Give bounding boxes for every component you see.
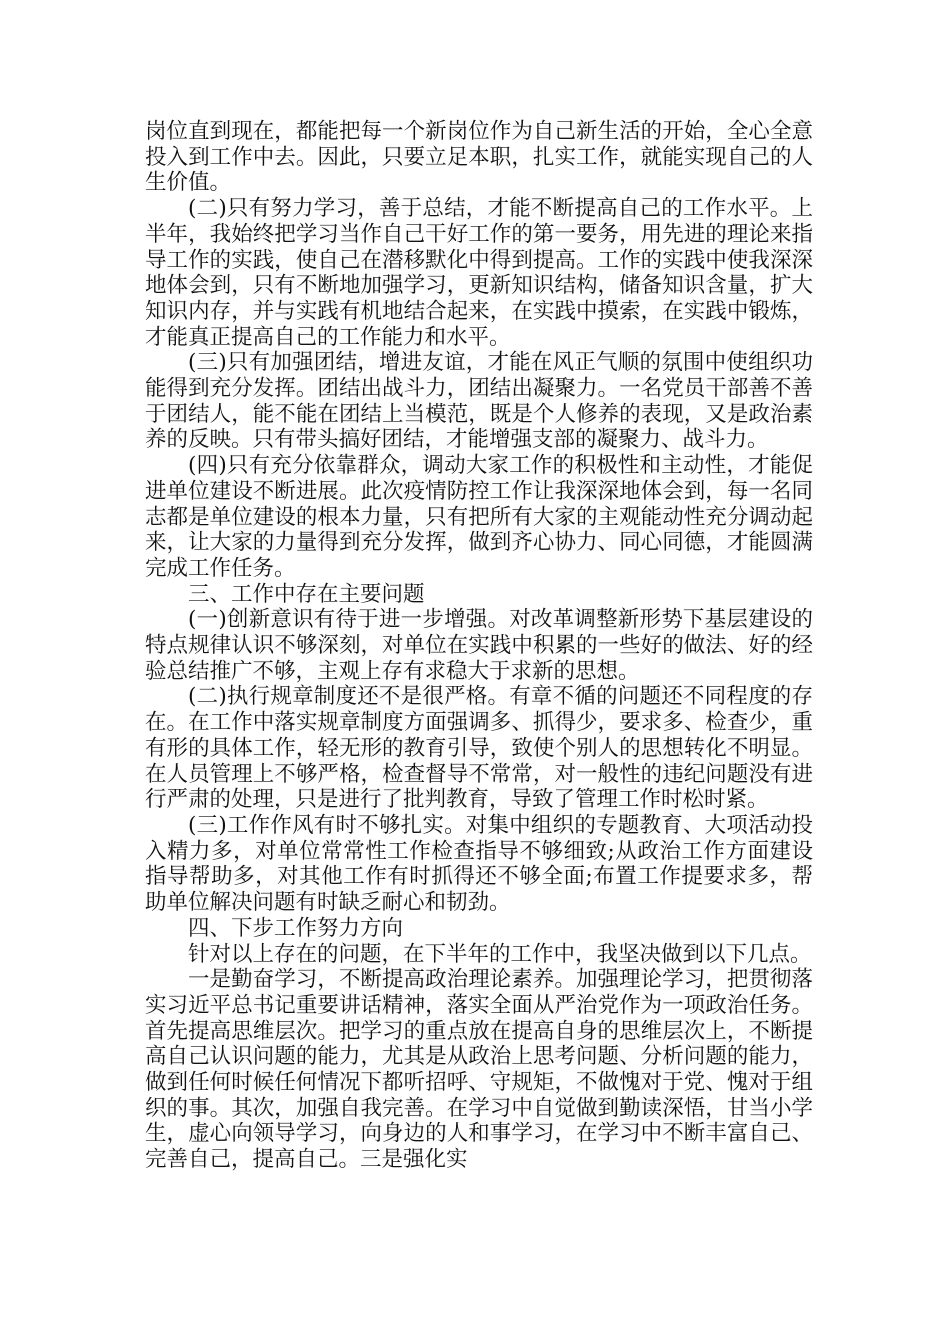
paragraph-unity: (三)只有加强团结，增进友谊，才能在风正气顺的氛围中使组织功能得到充分发挥。团结出战斗力，团结出凝聚力。一名党员干部善不善于团结人，能不能在团结上当模范，既是个人修养的表现，又是政治素养的反映。只有带头搞好团结，才能增强支部的凝聚力、战斗力。 bbox=[145, 350, 813, 453]
paragraph-intro-next-steps: 针对以上存在的问题，在下半年的工作中，我坚决做到以下几点。 bbox=[188, 941, 812, 967]
document-body bbox=[145, 119, 813, 1173]
paragraph-learning: (二)只有努力学习，善于总结，才能不断提高自己的工作水平。上半年，我始终把学习当作自己干好工作的第一要务，用先进的理论来指导工作的实践，使自己在潜移默化中得到提高。工作的实践中使我深深地体会到，只有不断地加强学习，更新知识结构，储备知识含量，扩大知识内存，并与实践有机地结合起来，在实践中摸索，在实践中锻炼，才能真正提高自己的工作能力和水平。 bbox=[145, 196, 813, 350]
paragraph-innovation: (一)创新意识有待于进一步增强。对改革调整新形势下基层建设的特点规律认识不够深刻，对单位在实践中积累的一些好的做法、好的经验总结推广不够，主观上存有求稳大于求新的思想。 bbox=[145, 607, 813, 684]
paragraph-work-style: (三)工作作风有时不够扎实。对集中组织的专题教育、大项活动投入精力多，对单位常常性工作检查指导不够细致;从政治工作方面建设指导帮助多，对其他工作有时抓得还不够全面;布置工作提要求多，帮助单位解决问题有时缺乏耐心和韧劲。 bbox=[145, 812, 813, 916]
section-heading-next-steps: 四、下步工作努力方向 bbox=[188, 915, 404, 941]
paragraph-continuation: 岗位直到现在，都能把每一个新岗位作为自己新生活的开始，全心全意投入到工作中去。因此，只要立足本职，扎实工作，就能实现自己的人生价值。 bbox=[145, 119, 813, 196]
section-heading-problems: 三、工作中存在主要问题 bbox=[188, 581, 425, 607]
paragraph-regulations: (二)执行规章制度还不是很严格。有章不循的问题还不同程度的存在。在工作中落实规章制度方面强调多、抓得少，要求多、检查少，重有形的具体工作，轻无形的教育引导，致使个别人的思想转化不明显。在人员管理上不够严格，检查督导不常常，对一般性的违纪问题没有进行严肃的处理，只是进行了批判教育，导致了管理工作时松时紧。 bbox=[145, 684, 813, 813]
paragraph-masses: (四)只有充分依靠群众，调动大家工作的积极性和主动性，才能促进单位建设不断进展。此次疫情防控工作让我深深地体会到，每一名同志都是单位建设的根本力量，只有把所有大家的主观能动性充分调动起来，让大家的力量得到充分发挥，做到齐心协力、同心同德，才能圆满完成工作任务。 bbox=[145, 453, 813, 581]
paragraph-study: 一是勤奋学习，不断提高政治理论素养。加强理论学习，把贯彻落实习近平总书记重要讲话精神，落实全面从严治党作为一项政治任务。首先提高思维层次。把学习的重点放在提高自身的思维层次上，不断提高自己认识问题的能力，尤其是从政治上思考问题、分析问题的能力，做到任何时候任何情况下都听招呼、守规矩，不做愧对于党、愧对于组织的事。其次，加强自我完善。在学习中自觉做到勤读深悟，甘当小学生，虚心向领导学习，向身边的人和事学习，在学习中不断丰富自己、完善自己，提高自己。三是强化实 bbox=[145, 967, 813, 1173]
